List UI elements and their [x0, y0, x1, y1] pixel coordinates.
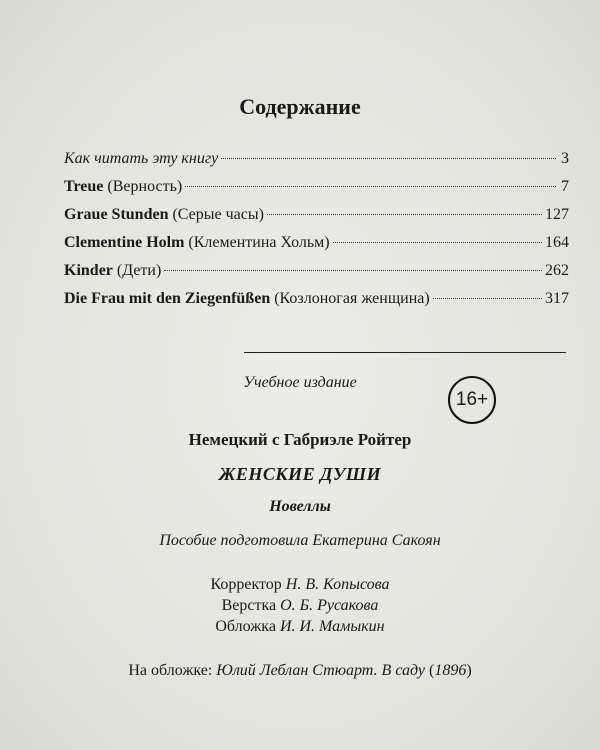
table-of-contents — [64, 150, 569, 318]
credit-role: Корректор — [210, 576, 282, 593]
age-rating-badge: 16+ — [448, 376, 496, 424]
contents-heading: Содержание — [239, 94, 361, 119]
toc-entry-title-russian: (Козлоногая женщина) — [274, 290, 430, 307]
credit-name: Н. В. Копысова — [285, 576, 390, 593]
book-title: ЖЕНСКИЕ ДУШИ — [218, 464, 382, 484]
credit-name: О. Б. Русакова — [280, 597, 379, 614]
toc-entry-page: 164 — [545, 234, 569, 251]
divider-rule — [244, 352, 566, 353]
toc-entry-title-russian: (Дети) — [116, 262, 162, 279]
toc-entry-title-russian: (Верность) — [107, 178, 183, 195]
credit-role: Обложка — [215, 618, 276, 635]
toc-entry-graue-stunden — [64, 206, 569, 234]
credit-layout — [0, 597, 600, 618]
toc-entry-title-german: Kinder — [64, 262, 113, 279]
credit-name: И. И. Мамыкин — [279, 618, 385, 635]
credit-cover-designer — [0, 618, 600, 639]
toc-entry-page: 317 — [545, 290, 569, 307]
cover-note — [0, 662, 600, 680]
author-line: Немецкий с Габриэле Ройтер — [188, 430, 412, 449]
toc-leader-dots — [267, 214, 542, 215]
toc-entry-title-german: Die Frau mit den Ziegenfüßen — [64, 290, 271, 307]
toc-entry-title: Как читать эту книгу — [64, 150, 219, 167]
toc-entry-title-german: Treue — [64, 178, 104, 195]
credit-proofreader — [0, 576, 600, 597]
cover-year-close: ) — [466, 662, 472, 679]
toc-entry-clementine-holm — [64, 234, 569, 262]
toc-entry-page: 262 — [545, 262, 569, 279]
edition-type: Учебное издание — [243, 374, 357, 391]
cover-note-label: На обложке: — [128, 662, 213, 679]
toc-entry-page: 3 — [561, 150, 569, 167]
toc-entry-title-german: Clementine Holm — [64, 234, 185, 251]
toc-entry-page: 127 — [545, 206, 569, 223]
cover-artwork: Юлий Леблан Стюарт. В саду — [216, 662, 425, 679]
toc-leader-dots — [185, 186, 556, 187]
toc-leader-dots — [333, 242, 542, 243]
toc-entry-title-russian: (Серые часы) — [172, 206, 264, 223]
toc-leader-dots — [433, 298, 542, 299]
prepared-by: Пособие подготовила Екатерина Сакоян — [159, 532, 441, 549]
toc-entry-die-frau — [64, 290, 569, 318]
toc-entry-title-german: Graue Stunden — [64, 206, 169, 223]
toc-entry-treue — [64, 178, 569, 206]
credit-role: Верстка — [221, 597, 277, 614]
toc-entry-page: 7 — [561, 178, 569, 195]
toc-entry-kinder — [64, 262, 569, 290]
toc-leader-dots — [164, 270, 542, 271]
cover-year: 1896 — [434, 662, 467, 679]
toc-leader-dots — [221, 158, 556, 159]
cover-year-open: ( — [429, 662, 435, 679]
toc-entry-how-to-read — [64, 150, 569, 178]
genre-label: Новеллы — [269, 498, 331, 515]
credits-block — [0, 576, 600, 639]
toc-entry-title-russian: (Клементина Хольм) — [188, 234, 330, 251]
